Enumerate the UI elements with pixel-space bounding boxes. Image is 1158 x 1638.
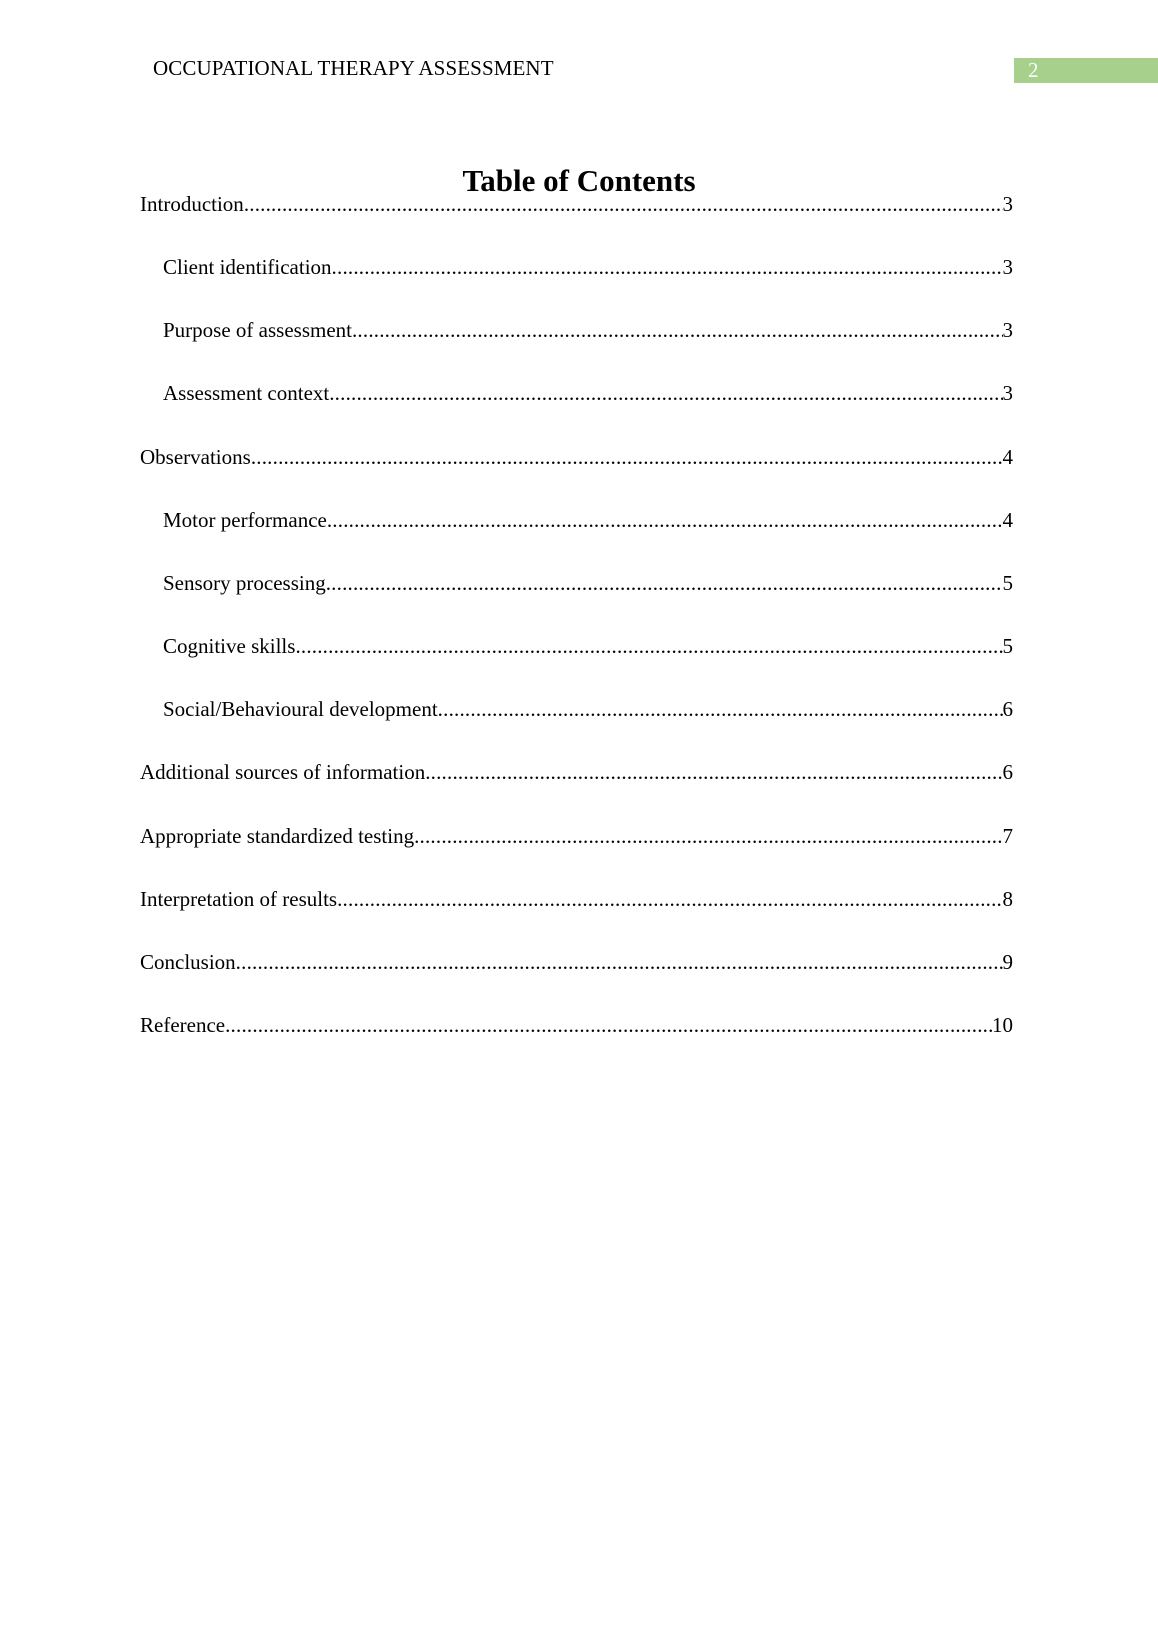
toc-entry-label: Additional sources of information xyxy=(140,760,426,784)
toc-entry-label: Motor performance xyxy=(163,508,327,532)
toc-entry-label: Social/Behavioural development xyxy=(163,697,438,721)
toc-entry-page: 10 xyxy=(992,1013,1013,1037)
toc-entry-label: Reference xyxy=(140,1013,226,1037)
toc-entry-label: Conclusion xyxy=(140,950,236,974)
toc-entry-label: Observations xyxy=(140,445,251,469)
toc-dot-leader xyxy=(352,316,1003,344)
toc-dot-leader xyxy=(332,253,1003,281)
toc-entry-page: 3 xyxy=(1002,318,1013,342)
toc-entry-label: Purpose of assessment xyxy=(163,318,352,342)
toc-entry-interpretation-of-results[interactable] xyxy=(140,885,1013,913)
toc-entry-conclusion[interactable] xyxy=(140,948,1013,976)
toc-entry-label: Introduction xyxy=(140,192,244,216)
toc-entry-page: 4 xyxy=(1002,445,1013,469)
toc-entry-assessment-context[interactable] xyxy=(163,379,1013,407)
toc-entry-label: Client identification xyxy=(163,255,332,279)
toc-entry-page: 5 xyxy=(1002,571,1013,595)
toc-entry-label: Appropriate standardized testing xyxy=(140,824,415,848)
toc-dot-leader xyxy=(329,379,1002,407)
toc-entry-observations[interactable] xyxy=(140,443,1013,471)
toc-entry-page: 3 xyxy=(1002,192,1013,216)
toc-entry-page: 5 xyxy=(1002,634,1013,658)
toc-entry-cognitive-skills[interactable] xyxy=(163,632,1013,660)
toc-entry-client-identification[interactable] xyxy=(163,253,1013,281)
toc-entry-standardized-testing[interactable] xyxy=(140,822,1013,850)
toc-entry-label: Cognitive skills xyxy=(163,634,296,658)
toc-entry-motor-performance[interactable] xyxy=(163,506,1013,534)
toc-entry-introduction[interactable] xyxy=(140,190,1013,218)
toc-dot-leader xyxy=(295,632,1002,660)
toc-dot-leader xyxy=(337,885,1002,913)
toc-entry-label: Sensory processing xyxy=(163,571,326,595)
toc-entry-page: 4 xyxy=(1002,508,1013,532)
toc-entry-page: 6 xyxy=(1002,760,1013,784)
toc-entry-page: 6 xyxy=(1002,697,1013,721)
toc-entry-additional-sources[interactable] xyxy=(140,758,1013,786)
toc-entry-page: 3 xyxy=(1002,381,1013,405)
toc-dot-leader xyxy=(438,695,1003,723)
toc-dot-leader xyxy=(244,190,1003,218)
toc-entry-page: 9 xyxy=(1002,950,1013,974)
toc-dot-leader xyxy=(414,822,1002,850)
toc-entry-label: Assessment context xyxy=(163,381,330,405)
toc-entry-page: 8 xyxy=(1002,887,1013,911)
running-head: OCCUPATIONAL THERAPY ASSESSMENT xyxy=(153,56,554,80)
toc-dot-leader xyxy=(425,758,1002,786)
toc-title: Table of Contents xyxy=(462,163,696,198)
page-number: 2 xyxy=(1028,58,1039,82)
toc-entry-page: 3 xyxy=(1002,255,1013,279)
toc-entry-label: Interpretation of results xyxy=(140,887,338,911)
toc-entry-social-behavioural-development[interactable] xyxy=(163,695,1013,723)
toc-entry-page: 7 xyxy=(1002,824,1013,848)
toc-dot-leader xyxy=(236,948,1003,976)
toc-dot-leader xyxy=(326,569,1003,597)
toc-entry-reference[interactable] xyxy=(140,1011,1013,1039)
toc-dot-leader xyxy=(251,443,1003,471)
toc-dot-leader xyxy=(327,506,1003,534)
toc-dot-leader xyxy=(225,1011,992,1039)
toc-entry-sensory-processing[interactable] xyxy=(163,569,1013,597)
toc-entry-purpose-of-assessment[interactable] xyxy=(163,316,1013,344)
